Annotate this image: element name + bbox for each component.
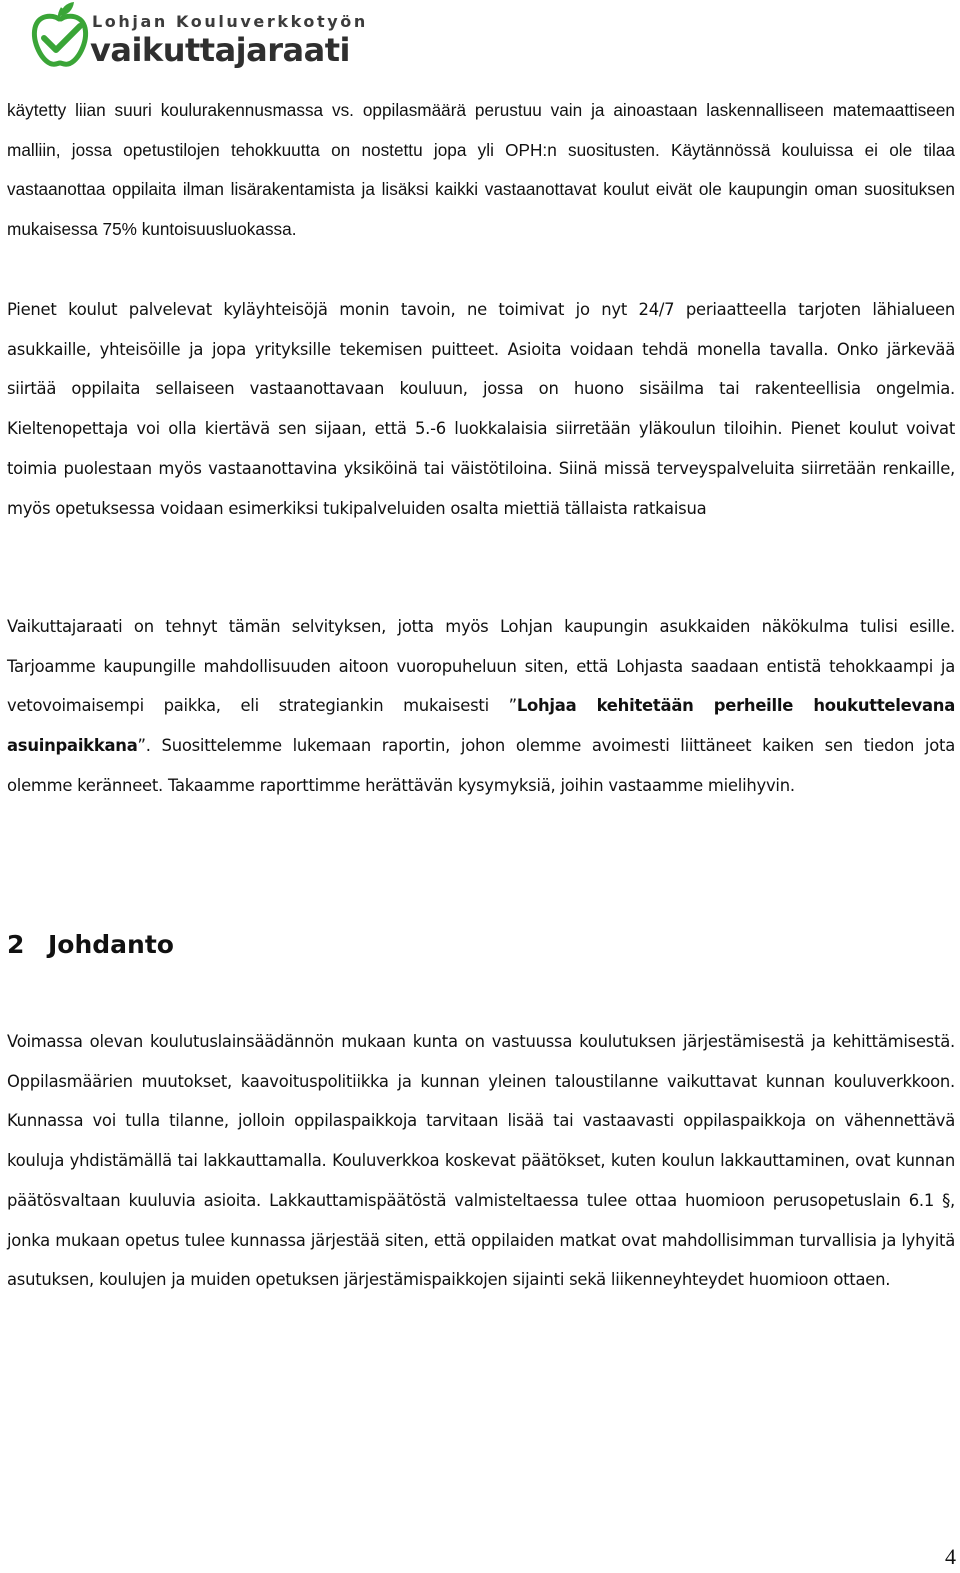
logo bbox=[30, 2, 368, 72]
paragraph-2: Pienet koulut palvelevat kyläyhteisöjä monin tavoin, ne toimivat jo nyt 24/7 periaatteella tarjoten lähialueen asukkaille, yhteisöille ja jopa yrityksille tekemisen puitteet. Asioita voidaan tehdä monella tavalla. Onko järkevää siirtää oppilaita sellaiseen vastaanottavaan kouluun, jossa on huono sisäilma tai rakenteellisia ongelmia. Kieltenopettaja voi olla kiertävä sen sijaan, että 5.-6 luokkalaisia siirretään yläkoulun tiloihin. Pienet koulut voivat toimia puolestaan myös vastaanottavina yksiköinä tai väistötiloina. Siinä missä terveyspalveluita siirretään renkaille, myös opetuksessa voidaan esimerkiksi tukipalveluiden osalta miettiä tällaista ratkaisua bbox=[7, 300, 955, 518]
logo-title: vaikuttajaraati bbox=[90, 31, 350, 69]
paragraph-3 bbox=[7, 607, 955, 806]
paragraph-3-text-start: Vaikuttajaraati on tehnyt tämän selvityksen, jotta myös Lohjan kaupungin asukkaiden näkökulma tulisi esille. Tarjoamme kaupungille mahdollisuuden aitoon vuoropuheluun siten, että Lohjasta saadaan entistä tehokkaampi ja vetovoimaisempi paikka, eli strategiankin mukaisesti ” bbox=[7, 617, 955, 716]
paragraph-3-text-end: ”. Suosittelemme lukemaan raportin, johon olemme avoimesti liittäneet kaiken sen tiedon jota olemme keränneet. Takaamme raporttimme herättävän kysymyksiä, joihin vastaamme mielihyvin. bbox=[7, 736, 955, 795]
paragraph-4: Voimassa olevan koulutuslainsäädännön mukaan kunta on vastuussa koulutuksen järjestämisestä ja kehittämisestä. Oppilasmäärien muutokset, kaavoituspolitiikka ja kunnan yleinen taloustilanne vaikuttavat kunnan kouluverkkoon. Kunnassa voi tulla tilanne, jolloin oppilaspaikkoja tarvitaan lisää tai vastaavasti oppilaspaikkoja on vähennettävä kouluja yhdistämällä tai lakkauttamalla. Kouluverkkoa koskevat päätökset, kuten koulun lakkauttaminen, ovat kunnan päätösvaltaan kuuluvia asioita. Lakkauttamispäätöstä valmisteltaessa tulee ottaa huomioon perusopetuslain 6.1 §, jonka mukaan opetus tulee kunnassa järjestää siten, että oppilaiden matkat ovat mahdollisimman turvallisia ja lyhyitä asutuksen, koulujen ja muiden opetuksen järjestämispaikkojen sijainti sekä liikenneyhteydet huomioon ottaen. bbox=[7, 1032, 955, 1290]
logo-subtitle: Lohjan Kouluverkkotyön bbox=[92, 12, 368, 31]
page-number: 4 bbox=[945, 1544, 956, 1569]
paragraph-1: käytetty liian suuri koulurakennusmassa vs. oppilasmäärä perustuu vain ja ainoastaan laskennalliseen matemaattiseen malliin, jossa opetustilojen tehokkuutta on nostettu jopa yli OPH:n suositusten. Käytännössä kouluissa ei ole tilaa vastaanottaa oppilaita ilman lisärakentamista ja lisäksi kaikki vastaanottavat koulut eivät ole kaupungin oman suosituksen mukaisessa 75% kuntoisuusluokassa. bbox=[7, 100, 955, 240]
paragraph-3-bold-phrase: Lohjaa kehitetään perheille houkuttelevana asuinpaikkana bbox=[7, 696, 955, 756]
apple-check-icon bbox=[30, 2, 92, 68]
section-number: 2 bbox=[7, 930, 25, 959]
section-title: Johdanto bbox=[48, 930, 174, 959]
section-heading bbox=[7, 930, 174, 959]
